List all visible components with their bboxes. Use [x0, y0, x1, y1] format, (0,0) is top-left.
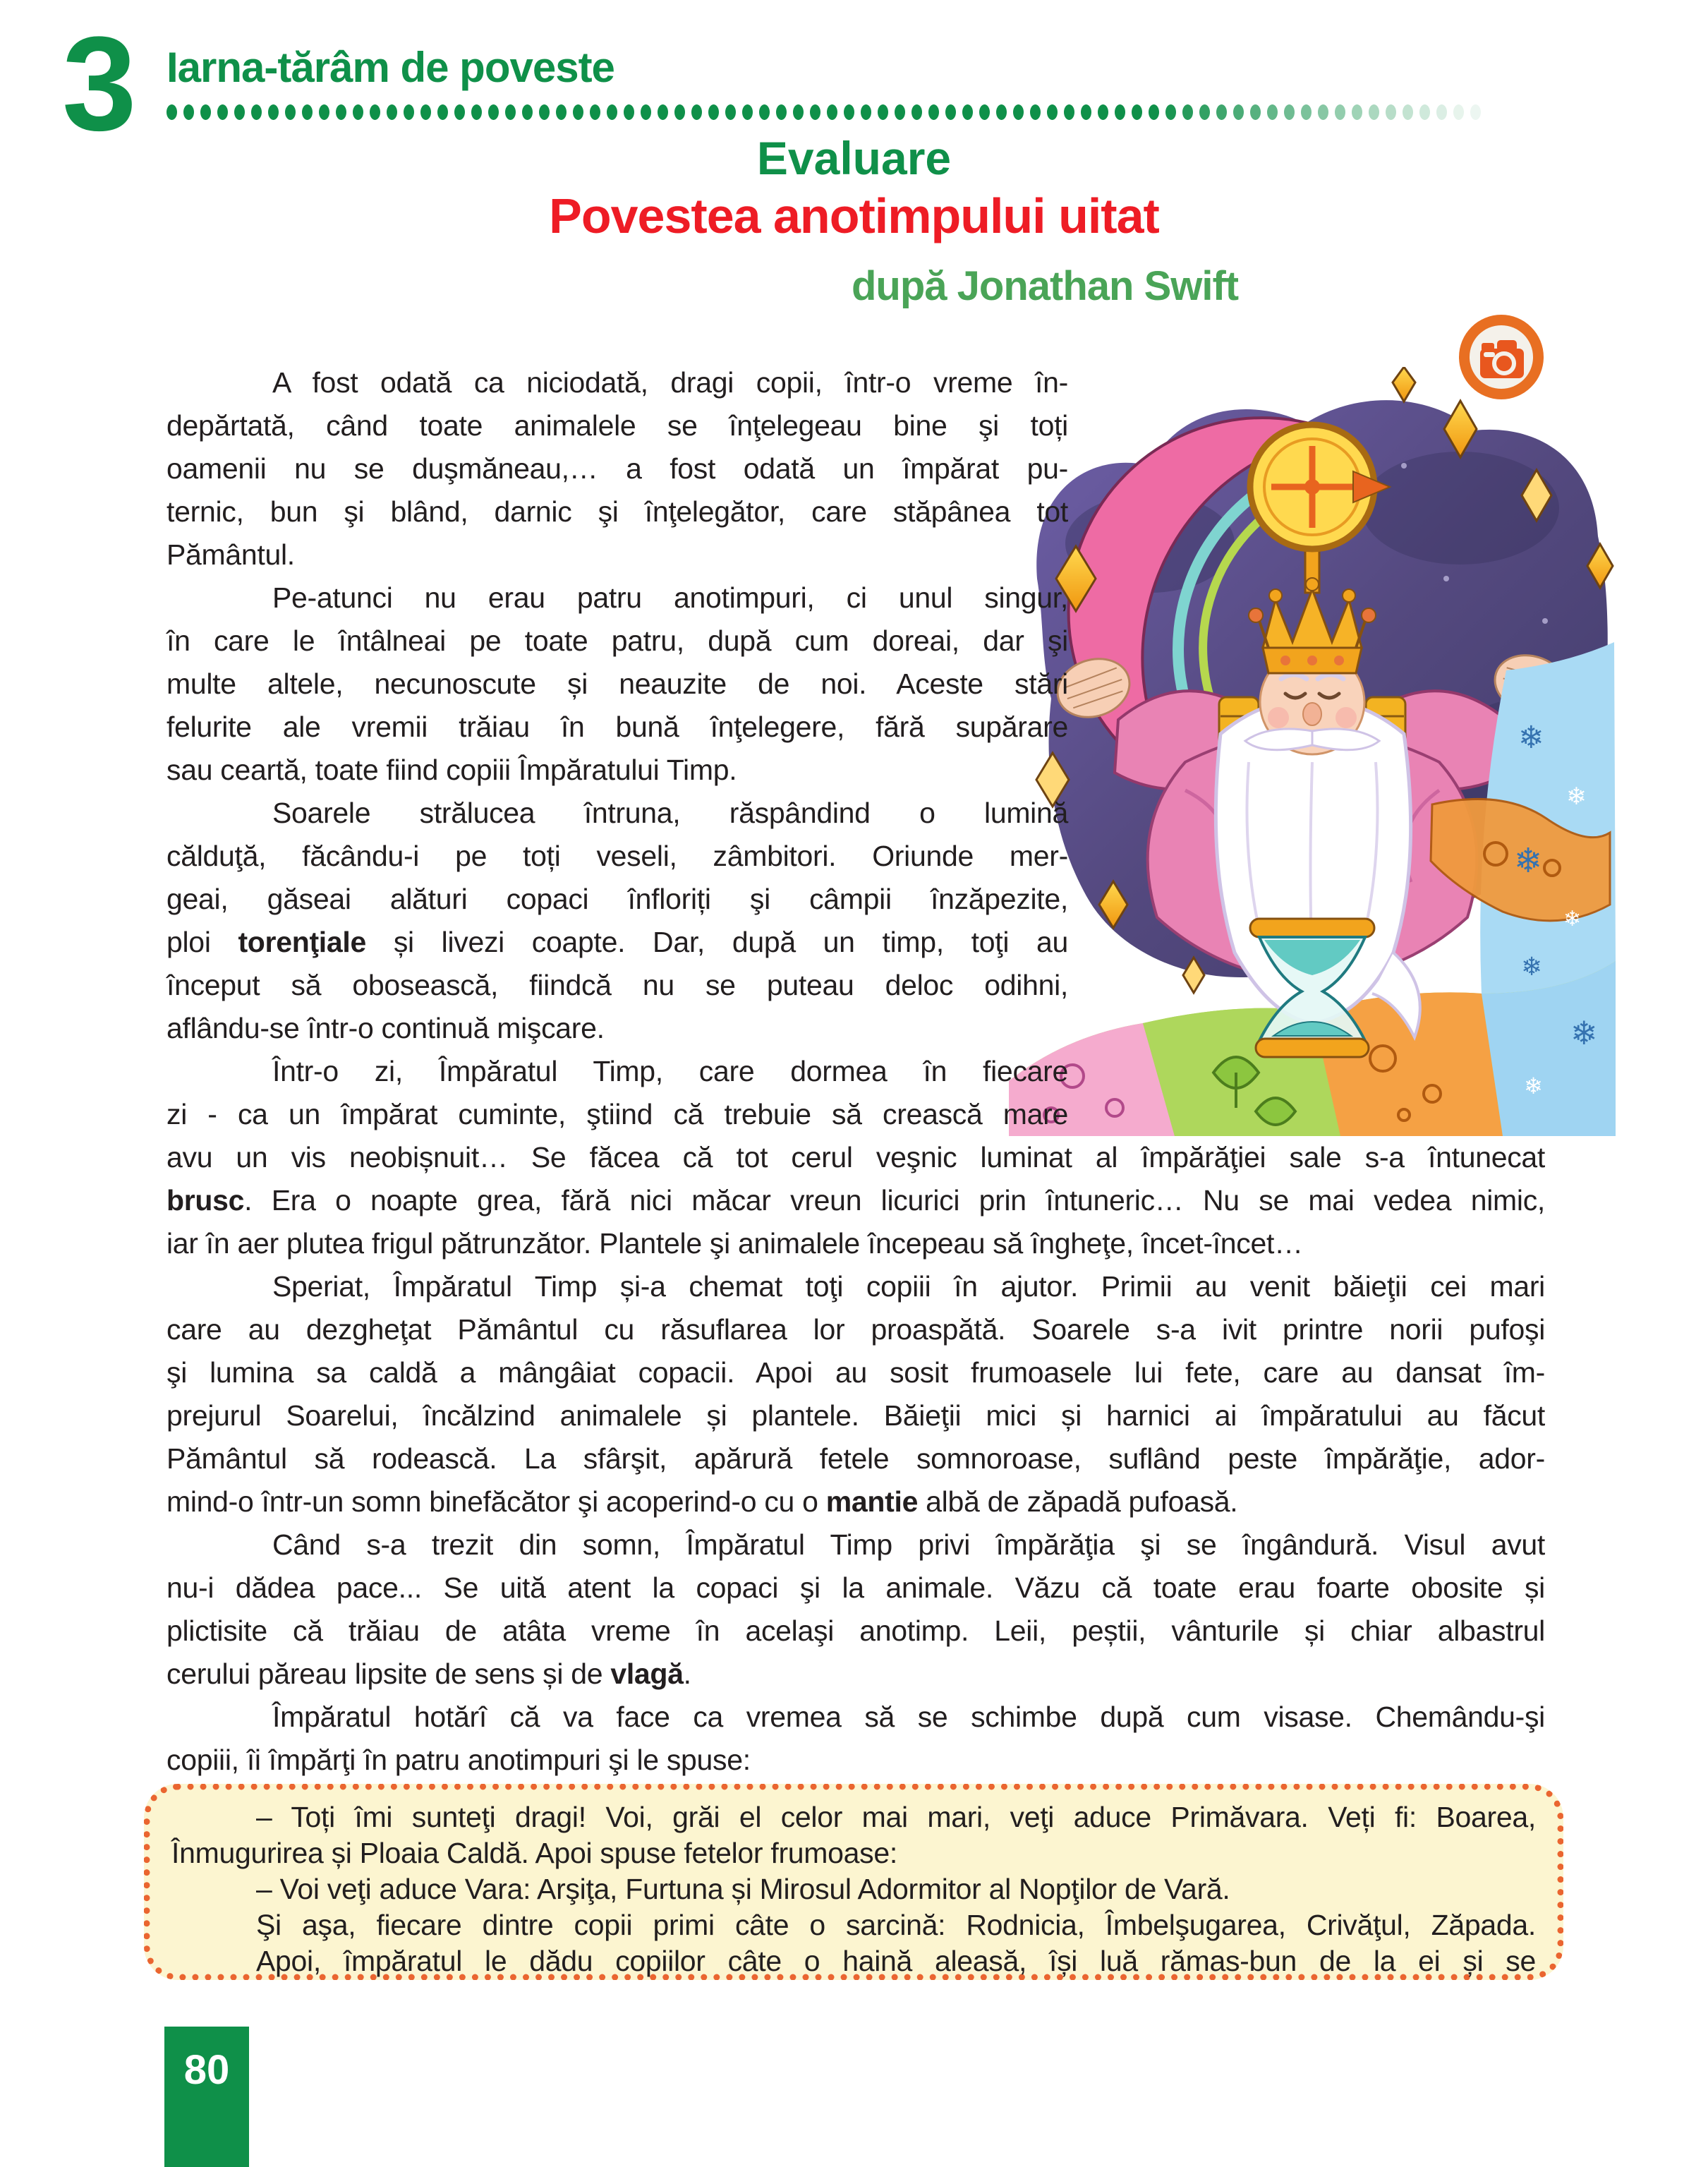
- dot: [1149, 104, 1159, 120]
- dot: [522, 104, 533, 120]
- text-line: Înmugurirea și Ploaia Caldă. Apoi spuse fetelor frumoase:: [171, 1837, 897, 1869]
- dot: [1013, 104, 1024, 120]
- dot: [200, 104, 211, 120]
- unit-number: 3: [62, 9, 134, 159]
- text-line: care au dezgheţat Pământul cu răsuflarea lor proaspătă. Soarele s-a ivit printre norii pufoşi: [166, 1313, 1545, 1346]
- dot: [1216, 104, 1227, 120]
- section-title: Evaluare: [756, 132, 952, 184]
- dot: [505, 104, 516, 120]
- dot: [1233, 104, 1244, 120]
- story-text: [166, 361, 1545, 1782]
- dot: [895, 104, 905, 120]
- text-line: Împăratul hotărî că va face ca vremea să se schimbe după cum visase. Chemându-şi: [272, 1701, 1545, 1733]
- text-line: Pe-atunci nu erau patru anotimpuri, ci unul singur,: [272, 581, 1068, 614]
- dot: [1047, 104, 1058, 120]
- svg-text:❄: ❄: [1570, 1014, 1598, 1052]
- page-number: 80: [183, 2047, 230, 2093]
- text-line: A fost odată ca niciodată, dragi copii, într-o vreme în-: [272, 366, 1068, 399]
- camera-icon: [1458, 313, 1545, 401]
- dot: [1030, 104, 1041, 120]
- dot: [387, 104, 397, 120]
- dot: [1386, 104, 1396, 120]
- dot: [624, 104, 634, 120]
- dot: [979, 104, 990, 120]
- text-line: Pământul să rodească. La sfârşit, apărură fetele somnoroase, suflând peste împărăţie, ador-: [166, 1442, 1545, 1475]
- dot: [658, 104, 668, 120]
- text-line: Într-o zi, Împăratul Timp, care dormea în fiecare: [272, 1055, 1068, 1087]
- dot: [556, 104, 567, 120]
- dot: [319, 104, 329, 120]
- dot: [1352, 104, 1362, 120]
- text-line: călduţă, făcându-i pe toți veseli, zâmbitori. Oriunde mer-: [166, 840, 1068, 872]
- dialogue-box: [144, 1784, 1563, 1980]
- dot: [251, 104, 262, 120]
- text-line: geai, găseai alături copaci înfloriți şi câmpii înzăpezite,: [166, 883, 1068, 915]
- dot: [810, 104, 820, 120]
- text-line: nu-i dădea pace... Se uită atent la copaci şi la animale. Văzu că toate erau foarte obosite și: [166, 1571, 1545, 1604]
- text-line: felurite ale vremii trăiau în bună înţelegere, fără supărare: [166, 711, 1068, 743]
- text-line: Când s-a trezit din somn, Împăratul Timp privi împărăţia şi se îngândură. Visul avut: [272, 1528, 1545, 1561]
- dot: [1165, 104, 1176, 120]
- dot: [183, 104, 194, 120]
- dot: [878, 104, 888, 120]
- dot: [1453, 104, 1464, 120]
- dotted-underline: [166, 104, 1487, 120]
- dot: [708, 104, 719, 120]
- dot: [166, 104, 177, 120]
- text-line: Soarele strălucea întruna, răspândind o lumină: [272, 797, 1068, 829]
- text-line: început să obosească, fiindcă nu se puteau deloc odihni,: [166, 969, 1068, 1001]
- text-line: multe altele, necunoscute și neauzite de noi. Aceste stări: [166, 668, 1068, 700]
- dot: [674, 104, 685, 120]
- dot: [1318, 104, 1328, 120]
- dot: [420, 104, 431, 120]
- dot: [285, 104, 296, 120]
- text-line: – Voi veţi aduce Vara: Arşiţa, Furtuna și Mirosul Adormitor al Nopţilor de Vară.: [256, 1873, 1230, 1905]
- dot: [370, 104, 380, 120]
- text-line: oamenii nu se duşmăneau,… a fost odată un împărat pu-: [166, 452, 1068, 485]
- dot: [539, 104, 550, 120]
- dot: [1182, 104, 1193, 120]
- dot: [861, 104, 871, 120]
- dot: [759, 104, 770, 120]
- dot: [1403, 104, 1413, 120]
- dot: [641, 104, 651, 120]
- text-line: depărtată, când toate animalele se înţelegeau bine şi toți: [166, 409, 1068, 442]
- dot: [776, 104, 787, 120]
- dot: [1301, 104, 1312, 120]
- dot: [844, 104, 854, 120]
- text-line: – Toți îmi sunteţi dragi! Voi, grăi el celor mai mari, veţi aduce Primăvara. Veți fi: Boarea,: [256, 1801, 1536, 1833]
- text-line: plictisite că trăiau de atâta vreme în acelaşi anotimp. Leii, peștii, vânturile și chiar albastrul: [166, 1614, 1545, 1647]
- text-line: ploi torenţiale și livezi coapte. Dar, după un timp, toţi au: [166, 926, 1068, 958]
- dot: [1132, 104, 1142, 120]
- dot: [1284, 104, 1295, 120]
- svg-text:❄: ❄: [1521, 953, 1543, 982]
- svg-text:❄: ❄: [1514, 841, 1543, 881]
- dot: [590, 104, 600, 120]
- dot: [962, 104, 973, 120]
- text-line: avu un vis neobișnuit… Se făcea că tot cerul veşnic luminat al împărăţiei sale s-a întunecat: [166, 1141, 1545, 1173]
- text-line: aflându-se într-o continuă mişcare.: [166, 1012, 605, 1044]
- dot: [454, 104, 465, 120]
- text-line: ternic, bun şi blând, darnic şi înţelegător, care stăpânea tot: [166, 495, 1068, 528]
- dot: [573, 104, 583, 120]
- unit-title: Iarna-tărâm de poveste: [166, 44, 614, 91]
- text-line: Şi aşa, fiecare dintre copii primi câte o sarcină: Rodnicia, Îmbelşugarea, Crivăţul, Zăpada.: [256, 1909, 1536, 1941]
- dot: [268, 104, 279, 120]
- dot: [1199, 104, 1210, 120]
- dot: [945, 104, 956, 120]
- text-line: cerului păreau lipsite de sens și de vlagă.: [166, 1658, 691, 1690]
- text-line: mind-o într-un somn binefăcător şi acoperind-o cu o mantie albă de zăpadă pufoasă.: [166, 1485, 1238, 1518]
- svg-text:❄: ❄: [1566, 783, 1587, 811]
- dot: [336, 104, 346, 120]
- dot: [742, 104, 753, 120]
- dot: [1470, 104, 1481, 120]
- svg-text:❄: ❄: [1524, 1073, 1543, 1099]
- dot: [1081, 104, 1091, 120]
- svg-text:❄: ❄: [1518, 720, 1544, 756]
- dot: [1064, 104, 1074, 120]
- dot: [1098, 104, 1108, 120]
- text-line: zi - ca un împărat cuminte, ştiind că trebuie să crească mare: [166, 1098, 1068, 1130]
- author-line: după Jonathan Swift: [852, 263, 1239, 309]
- text-line: şi lumina sa caldă a mângâiat copacii. Apoi au sosit frumoasele lui fete, care au dansat îm-: [166, 1356, 1545, 1389]
- dot: [911, 104, 922, 120]
- dot: [488, 104, 499, 120]
- dot: [793, 104, 804, 120]
- dot: [353, 104, 363, 120]
- dot: [928, 104, 939, 120]
- text-line: în care le întâlneai pe toate patru, după cum doreai, dar şi: [166, 624, 1068, 657]
- dot: [471, 104, 482, 120]
- dot: [827, 104, 837, 120]
- dot: [234, 104, 245, 120]
- text-line: Apoi, împăratul le dădu copiilor câte o haină aleasă, își luă rămas-bun de la ei și se: [256, 1945, 1536, 1977]
- text-line: prejurul Soarelui, încălzind animalele și plantele. Băieţii mici și harnici ai împăratului au făcut: [166, 1399, 1545, 1432]
- svg-text:❄: ❄: [1563, 907, 1582, 931]
- dot: [302, 104, 313, 120]
- dot: [437, 104, 448, 120]
- text-line: Speriat, Împăratul Timp și-a chemat toţi copiii în ajutor. Primii au venit băieţii cei mari: [272, 1270, 1545, 1303]
- dot: [404, 104, 414, 120]
- dot: [725, 104, 736, 120]
- dot: [1267, 104, 1278, 120]
- dot: [1419, 104, 1430, 120]
- text-line: iar în aer plutea frigul pătrunzător. Plantele şi animalele începeau să îngheţe, încet-încet…: [166, 1227, 1303, 1260]
- dot: [1335, 104, 1345, 120]
- dot: [217, 104, 228, 120]
- dot: [996, 104, 1007, 120]
- dot: [691, 104, 702, 120]
- dot: [1369, 104, 1379, 120]
- dot: [1436, 104, 1447, 120]
- text-line: Pământul.: [166, 538, 295, 571]
- dot: [607, 104, 617, 120]
- story-title: Povestea anotimpului uitat: [549, 188, 1159, 243]
- dialogue-text: [171, 1799, 1536, 1979]
- dot: [1115, 104, 1125, 120]
- text-line: copiii, îi împărţi în patru anotimpuri şi le spuse:: [166, 1744, 751, 1776]
- dot: [1250, 104, 1261, 120]
- text-line: sau ceartă, toate fiind copiii Împăratului Timp.: [166, 754, 737, 786]
- text-line: brusc. Era o noapte grea, fără nici măcar vreun licurici prin întuneric… Nu se mai vedea nimic,: [166, 1184, 1545, 1217]
- page-number-badge: [164, 2027, 249, 2167]
